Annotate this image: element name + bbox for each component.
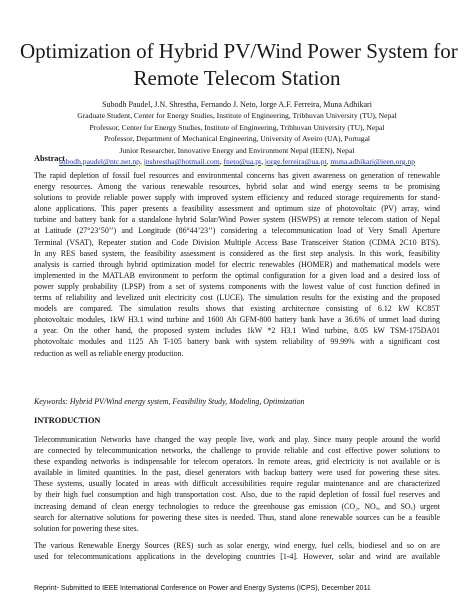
abstract-line: energy resources. Among the various renewable resources, hybrid solar and wind energy seems to be promising: [34, 182, 440, 192]
author-emails: subodh.paudel@ntc.net.np, jnshrestha@hotmail.com, fneto@ua.pt, jorge.ferreira@ua.pt, muna.adhikari@ieen.org.np: [58, 157, 416, 167]
intro-line: used for telecommunications applications in the developing countries [1-4]. However, solar and wind are available: [34, 552, 440, 562]
author-names: Subodh Paudel, J.N. Shrestha, Fernando J. Neto, Jorge A.F. Ferreira, Muna Adhikari: [102, 100, 372, 109]
page-footer: Reprint- Submitted to IEEE International Conference on Power and Energy Systems (ICPS), December 2011: [34, 585, 371, 592]
intro-line: search for alternative solutions for powering these sites is needed. Thus, stand alone renewable sources can be a feasible: [34, 512, 440, 522]
abstract-line: terms of reliability and levelized unit electricity cost (LUCE). The simulation results for the existing and the proposed: [34, 293, 440, 303]
introduction-heading: INTRODUCTION: [34, 416, 101, 425]
abstract-line: photovoltaic modules and 1125 Ah T-105 battery bank with system reliability of 99.99% with a significant cost: [34, 337, 440, 347]
email-link[interactable]: subodh.paudel@ntc.net.np: [58, 157, 140, 167]
email-link[interactable]: jorge.ferreira@ua.pt: [264, 157, 327, 167]
intro-line: solution for powering these sites.: [34, 523, 139, 533]
intro-line: are connected by telecommunication networks, the challenge to provide reliable and cost effective power solutions to: [34, 446, 440, 456]
abstract-line: reduction as well as reliable energy production.: [34, 348, 184, 358]
abstract-heading: Abstract: [34, 154, 65, 163]
abstract-line: alone applications. This paper presents a feasibility assessment and optimum size of photovoltaic (PV) array, wind: [34, 204, 440, 214]
email-link[interactable]: fneto@ua.pt: [223, 157, 262, 167]
intro-line: increasing demand of clean energy technologies to reduce the greenhouse gas emission (CO₂, NOₓ, and SOₓ) urgent: [34, 501, 440, 511]
abstract-body: [34, 170, 440, 359]
intro-line: The various Renewable Energy Sources (RES) such as solar energy, wind energy, fuel cells, biodiesel and so on are: [34, 541, 440, 550]
abstract-line: implemented in the MATLAB environment to perform the optimal configuration for a given load and a desired loss of: [34, 270, 440, 280]
author-block: [20, 99, 454, 167]
affiliation-4: Junior Researcher, Innovative Energy and Environment Nepal (IEEN), Nepal: [119, 145, 355, 155]
abstract-line: turbine and battery bank for a standalone hybrid Solar/Wind Power system (HSWPS) at remote telecom station of Nepal: [34, 215, 440, 225]
email-link[interactable]: muna.adhikari@ieen.org.np: [330, 157, 416, 167]
intro-line: Telecommunication Networks have changed the way people live, work and play. Since many people around the world: [34, 435, 440, 444]
abstract-line: The rapid depletion of fossil fuel resources and environmental concerns has given awareness on generation of renewable: [34, 171, 440, 180]
intro-line: these expanding networks is indispensable for telecom operators. In remote areas, grid electricity is not available or is: [34, 457, 440, 467]
abstract-line: In any RES based system, the feasibility assessment is considered as the first step analysis. In this work, feasibility: [34, 248, 440, 258]
affiliation-1: Graduate Student, Center for Energy Studies, Institute of Engineering, Tribhuvan University (TU), Nepal: [77, 111, 397, 121]
abstract-line: analysis is carried through hybrid optimization model for electric renewables (HOMER) and mathematical models were: [34, 259, 440, 269]
abstract-line: power supply probability (LPSP) from a set of systems components with the lowest value of cost function defined in: [34, 281, 440, 291]
intro-line: by their high fuel consumption and high transportation cost. Also, due to the rapid depletion of fossil fuel reserves and: [34, 490, 440, 500]
affiliation-3: Professor, Department of Mechanical Engineering, University of Aveiro (UA), Portugal: [103, 134, 371, 144]
abstract-line: at Latitude (27°23’50’’) and Longitude (86°44’23’’) considering a telecommunication load of Very Small Aperture: [34, 226, 440, 236]
affiliation-2: Professor, Center for Energy Studies, Institute of Engineering, Tribhuvan University (TU), Nepal: [89, 122, 385, 132]
abstract-line: Terminal (VSAT), Repeater station and Code Division Multiple Access Base Transceiver Station (CDMA 2C10 BTS).: [34, 237, 440, 247]
abstract-line: a year. On the other hand, the proposed system includes 1kW *2 H3.1 Wind turbine, 8.05 kW TSM-175DA01: [34, 326, 440, 336]
intro-line: These systems, usually located in areas with difficult accessibilities require regular maintenance and are characterized: [34, 479, 440, 489]
keywords: Keywords: Hybrid PV/Wind energy system, Feasibility Study, Modeling, Optimization: [34, 397, 305, 406]
title-line-2: Remote Telecom Station: [133, 66, 341, 90]
introduction-paragraph-2: [34, 540, 440, 562]
abstract-line: photovoltaic modules, 1kW H3.1 wind turbine and 1600 Ah GFM-800 battery bank have a 36.6% of unmet load during: [34, 315, 440, 325]
introduction-paragraph-1: [34, 434, 440, 534]
email-link[interactable]: jnshrestha@hotmail.com: [143, 157, 220, 167]
title-line-1: Optimization of Hybrid PV/Wind Power System for: [20, 39, 458, 63]
abstract-line: models are compared. The simulation results shows that existing architecture consisting of 6.12 kW KC85T: [34, 304, 440, 314]
paper-title: [20, 38, 458, 92]
abstract-line: solutions to provide reliable power supply with improved system efficiency and reduced storage requirements for stand-: [34, 193, 440, 203]
intro-line: available in limited quantities. In the past, diesel generators with backup battery were used for powering these sites.: [34, 468, 440, 478]
